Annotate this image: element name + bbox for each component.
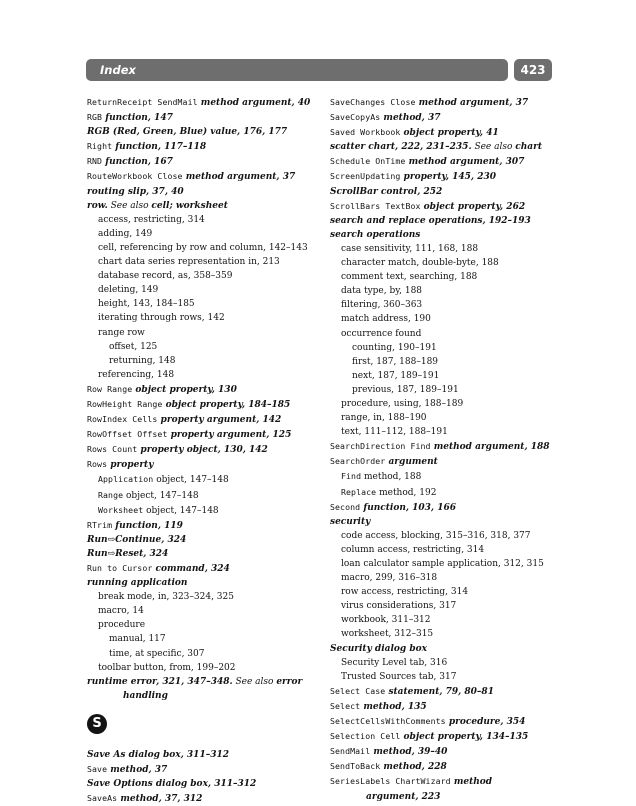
index-entry [87, 169, 322, 184]
index-subentry [87, 213, 322, 227]
entry-text: method, 192 [376, 487, 437, 498]
index-subentry [87, 311, 322, 325]
index-subentry [87, 368, 322, 382]
index-subentry [330, 599, 565, 613]
index-entry [87, 154, 322, 169]
entry-text: ReturnReceipt SendMail [87, 97, 198, 107]
entry-text: Run⇨Reset, 324 [87, 548, 169, 559]
index-entry [330, 744, 565, 759]
index-entry [87, 547, 322, 561]
entry-text: See also [107, 200, 152, 211]
index-entry [330, 729, 565, 744]
entry-text: Schedule OnTime [330, 156, 406, 167]
entry-text: method, 37 [380, 113, 441, 124]
index-entry [87, 457, 322, 472]
entry-text: ScrollBars TextBox [330, 200, 421, 211]
entry-text: virus considerations, 317 [341, 601, 457, 612]
entry-text: RGB [87, 112, 103, 123]
index-entry [330, 684, 565, 699]
index-entry [330, 185, 565, 199]
entry-text: Second [330, 501, 361, 512]
index-subentry [87, 632, 322, 646]
index-subentry [330, 242, 565, 256]
index-entry [87, 762, 322, 777]
left-entries [87, 95, 322, 703]
entry-text: RND [87, 156, 103, 167]
entry-text: method argument, 40 [197, 98, 311, 108]
index-entry [330, 774, 565, 803]
index-entry [87, 518, 322, 533]
index-subentry [87, 340, 322, 354]
entry-text: method, 188 [361, 472, 422, 483]
index-entry [330, 125, 565, 140]
index-subentry [87, 503, 322, 518]
entry-text: Find [341, 471, 362, 482]
entry-text: referencing, 148 [98, 369, 175, 380]
entry-text: workbook, 311–312 [341, 615, 431, 626]
index-subentry [330, 256, 565, 270]
entry-text: Rows Count [87, 444, 138, 455]
entry-text: SeriesLabels ChartWizard [330, 776, 451, 787]
entry-text: deleting, 149 [98, 285, 159, 296]
index-entry [87, 675, 322, 703]
entry-text: column access, restricting, 314 [341, 544, 485, 555]
index-subentry [330, 571, 565, 585]
index-subentry [330, 327, 565, 341]
entry-text: filtering, 360–363 [341, 300, 423, 311]
entry-text: Security Level tab, 316 [341, 657, 448, 668]
entry-text: method argument, 37 [182, 172, 296, 183]
entry-text: See also [232, 676, 277, 687]
entry-text: property object, 130, 142 [137, 445, 268, 456]
entry-text: ScreenUpdating [330, 171, 401, 182]
entry-text: Worksheet [98, 504, 144, 515]
running-header-bar [86, 59, 508, 81]
entry-text: Save Options dialog box, 311–312 [87, 779, 257, 790]
entry-text: SelectCellsWithComments [330, 716, 446, 727]
index-subentry [330, 397, 565, 411]
index-subentry [87, 297, 322, 311]
entry-text: RowOffset Offset [87, 429, 168, 440]
index-subentry [330, 355, 565, 369]
entry-text: cell; worksheet [151, 200, 228, 211]
right-entries [330, 95, 565, 804]
entry-text: row access, restricting, 314 [341, 587, 469, 598]
index-entry [87, 533, 322, 547]
index-entry [330, 140, 565, 154]
entry-text: See also [471, 142, 516, 153]
index-subentry [330, 284, 565, 298]
entry-text: method, 37, 312 [117, 794, 203, 805]
running-header-title: Index [100, 63, 136, 77]
entry-text: property argument, 125 [167, 430, 292, 441]
index-subentry [87, 227, 322, 241]
entry-text: RouteWorkbook Close [87, 171, 183, 182]
entry-text: comment text, searching, 188 [341, 272, 478, 283]
entry-text: RowIndex Cells [87, 414, 158, 425]
index-subentry [87, 354, 322, 368]
index-entry [330, 199, 565, 214]
entry-text: function, 103, 166 [360, 502, 456, 513]
entry-text: procedure, 354 [445, 717, 526, 728]
entry-continuation: handling [123, 690, 168, 701]
entry-text: search and replace operations, 192–193 [330, 215, 531, 226]
index-entry [330, 95, 565, 110]
entry-text: function, 117–118 [112, 142, 207, 153]
entry-text: SendToBack [330, 761, 381, 772]
index-subentry [87, 472, 322, 487]
entry-text: property, 145, 230 [400, 172, 496, 183]
index-subentry [87, 283, 322, 297]
index-entry [87, 442, 322, 457]
entry-text: method argument, 307 [405, 157, 525, 168]
entry-text: method, 39–40 [370, 747, 448, 758]
index-subentry [87, 241, 322, 255]
entry-text: chart [515, 142, 543, 153]
entry-text: object, 147–148 [123, 490, 199, 501]
entry-text: Application [98, 474, 154, 485]
entry-text: next, 187, 189–191 [352, 370, 440, 381]
entry-text: worksheet, 312–315 [341, 629, 434, 640]
entry-text: break mode, in, 323–324, 325 [98, 592, 234, 603]
entry-text: range row [98, 327, 145, 338]
entry-text: first, 187, 188–189 [352, 356, 439, 367]
index-subentry [330, 298, 565, 312]
entry-text: SearchOrder [330, 456, 386, 467]
entry-text: row. [87, 200, 108, 211]
entry-text: method, 135 [360, 701, 427, 712]
entry-text: function, 147 [102, 113, 173, 124]
index-entry [330, 515, 565, 529]
entry-text: Right [87, 141, 113, 152]
index-entry [87, 397, 322, 412]
entry-text: Saved Workbook [330, 127, 401, 138]
entry-text: Selection Cell [330, 731, 401, 742]
index-subentry [330, 312, 565, 326]
section-letter-badge: S [87, 714, 107, 734]
entry-text: chart data series representation in, 213 [98, 257, 280, 268]
entry-text: command, 324 [152, 564, 230, 574]
entry-text: security [330, 516, 371, 527]
index-entry [330, 110, 565, 125]
entry-text: Run⇨Continue, 324 [87, 534, 187, 545]
index-entry [87, 199, 322, 213]
index-entry [87, 110, 322, 125]
entry-text: RGB (Red, Green, Blue) value, 176, 177 [87, 127, 288, 138]
index-entry [87, 125, 322, 139]
entry-text: method argument, 37 [415, 98, 529, 108]
index-entry [87, 412, 322, 427]
index-subentry [330, 485, 565, 500]
entry-text: procedure [98, 620, 146, 631]
index-subentry [330, 529, 565, 543]
entry-text: occurrence found [341, 328, 422, 339]
index-subentry [87, 618, 322, 632]
index-subentry [87, 647, 322, 661]
entry-text: previous, 187, 189–191 [352, 384, 459, 395]
entry-text: macro, 299, 316–318 [341, 573, 438, 584]
entry-text: Trusted Sources tab, 317 [341, 671, 457, 682]
entry-text: iterating through rows, 142 [98, 313, 225, 324]
index-subentry [87, 269, 322, 283]
entry-text: manual, 117 [109, 634, 166, 645]
entry-text: function, 167 [102, 157, 173, 168]
index-column-left [87, 95, 322, 806]
index-subentry [330, 383, 565, 397]
entry-text: range, in, 188–190 [341, 413, 427, 424]
entry-text: routing slip, 37, 40 [87, 186, 184, 197]
entry-text: access, restricting, 314 [98, 214, 205, 225]
entry-text: cell, referencing by row and column, 142–143 [98, 242, 308, 253]
index-entry [87, 777, 322, 791]
index-entry [330, 759, 565, 774]
index-entry [87, 791, 322, 806]
index-subentry [330, 613, 565, 627]
entry-text: data type, by, 188 [341, 286, 423, 297]
entry-text: SendMail [330, 746, 371, 757]
index-entry [87, 561, 322, 576]
entry-text: RTrim [87, 519, 113, 530]
index-subentry [330, 585, 565, 599]
entry-text: height, 143, 184–185 [98, 299, 195, 310]
index-entry [330, 714, 565, 729]
left-entries-section-s [87, 748, 322, 806]
index-entry [87, 427, 322, 442]
index-subentry [87, 488, 322, 503]
entry-text: method, 228 [380, 762, 447, 773]
index-entry [330, 500, 565, 515]
index-subentry [330, 411, 565, 425]
index-subentry [330, 557, 565, 571]
entry-text: object, 147–148 [153, 475, 229, 486]
entry-text: procedure, using, 188–189 [341, 398, 464, 409]
entry-text: SaveChanges Close [330, 97, 416, 107]
entry-text: method, 37 [107, 765, 168, 776]
entry-text: object property, 130 [132, 384, 237, 395]
entry-text: argument [385, 457, 438, 468]
entry-text: database record, as, 358–359 [98, 271, 233, 282]
index-entry [330, 454, 565, 469]
index-subentry [330, 670, 565, 684]
index-entry [87, 382, 322, 397]
entry-text: offset, 125 [109, 341, 158, 352]
index-entry [87, 185, 322, 199]
entry-text: Save As dialog box, 311–312 [87, 749, 229, 760]
entry-text: SaveAs [87, 793, 118, 804]
entry-text: Rows [87, 459, 108, 470]
entry-text: Replace [341, 486, 377, 497]
entry-text: function, 119 [112, 520, 183, 531]
entry-text: property argument, 142 [157, 415, 282, 426]
entry-continuation: argument, 223 [366, 791, 441, 802]
index-entry [87, 748, 322, 762]
entry-text: object property, 41 [400, 128, 499, 139]
entry-text: object, 147–148 [143, 505, 219, 516]
entry-text: SaveCopyAs [330, 112, 381, 123]
index-entry [330, 642, 565, 656]
index-subentry [87, 604, 322, 618]
entry-text: case sensitivity, 111, 168, 188 [341, 243, 479, 254]
index-subentry [330, 469, 565, 484]
index-entry [330, 169, 565, 184]
index-entry [330, 228, 565, 242]
entry-text: Row Range [87, 383, 133, 394]
index-entry [330, 214, 565, 228]
entry-text: property [107, 460, 154, 471]
entry-text: scatter chart, 222, 231–235. [330, 142, 472, 153]
entry-text: Range [98, 489, 124, 500]
entry-text: code access, blocking, 315–316, 318, 377 [341, 530, 531, 541]
entry-text: ScrollBar control, 252 [330, 186, 443, 197]
index-subentry [330, 543, 565, 557]
entry-text: Select Case [330, 685, 386, 696]
index-subentry [330, 341, 565, 355]
index-subentry [330, 270, 565, 284]
entry-text: object property, 184–185 [162, 399, 291, 410]
index-entry [330, 699, 565, 714]
index-subentry [330, 425, 565, 439]
entry-text: Save [87, 764, 108, 775]
entry-text: statement, 79, 80–81 [385, 686, 494, 697]
entry-text: match address, 190 [341, 314, 431, 325]
index-entry [330, 439, 565, 454]
index-entry [87, 95, 322, 110]
entry-text: toolbar button, from, 199–202 [98, 662, 236, 673]
entry-text: object property, 134–135 [400, 732, 529, 743]
entry-text: counting, 190–191 [352, 342, 437, 353]
index-subentry [330, 656, 565, 670]
entry-text: time, at specific, 307 [109, 648, 205, 659]
entry-text: search operations [330, 229, 421, 240]
index-entry [330, 154, 565, 169]
index-subentry [330, 627, 565, 641]
entry-text: text, 111–112, 188–191 [341, 427, 448, 438]
entry-text: Security dialog box [330, 643, 427, 654]
entry-text: SearchDirection Find [330, 441, 431, 452]
index-subentry [87, 255, 322, 269]
index-subentry [330, 369, 565, 383]
entry-text: method argument, 188 [430, 442, 550, 453]
index-entry [87, 139, 322, 154]
entry-text: method [450, 777, 493, 788]
index-subentry [87, 590, 322, 604]
index-entry [87, 576, 322, 590]
entry-text: RowHeight Range [87, 398, 163, 409]
page-number: 423 [514, 59, 552, 81]
entry-text: Select [330, 700, 361, 711]
entry-text: adding, 149 [98, 228, 153, 239]
entry-text: object property, 262 [420, 201, 526, 212]
entry-text: returning, 148 [109, 355, 176, 366]
index-subentry [87, 326, 322, 340]
entry-text: loan calculator sample application, 312, 315 [341, 559, 544, 569]
index-subentry [87, 661, 322, 675]
entry-text: running application [87, 578, 188, 589]
entry-text: character match, double-byte, 188 [341, 258, 499, 269]
entry-text: runtime error, 321, 347–348. [87, 676, 233, 687]
entry-text: Run to Cursor [87, 563, 153, 573]
index-column-right [330, 95, 565, 804]
entry-text: error [276, 676, 303, 687]
entry-text: macro, 14 [98, 606, 144, 617]
